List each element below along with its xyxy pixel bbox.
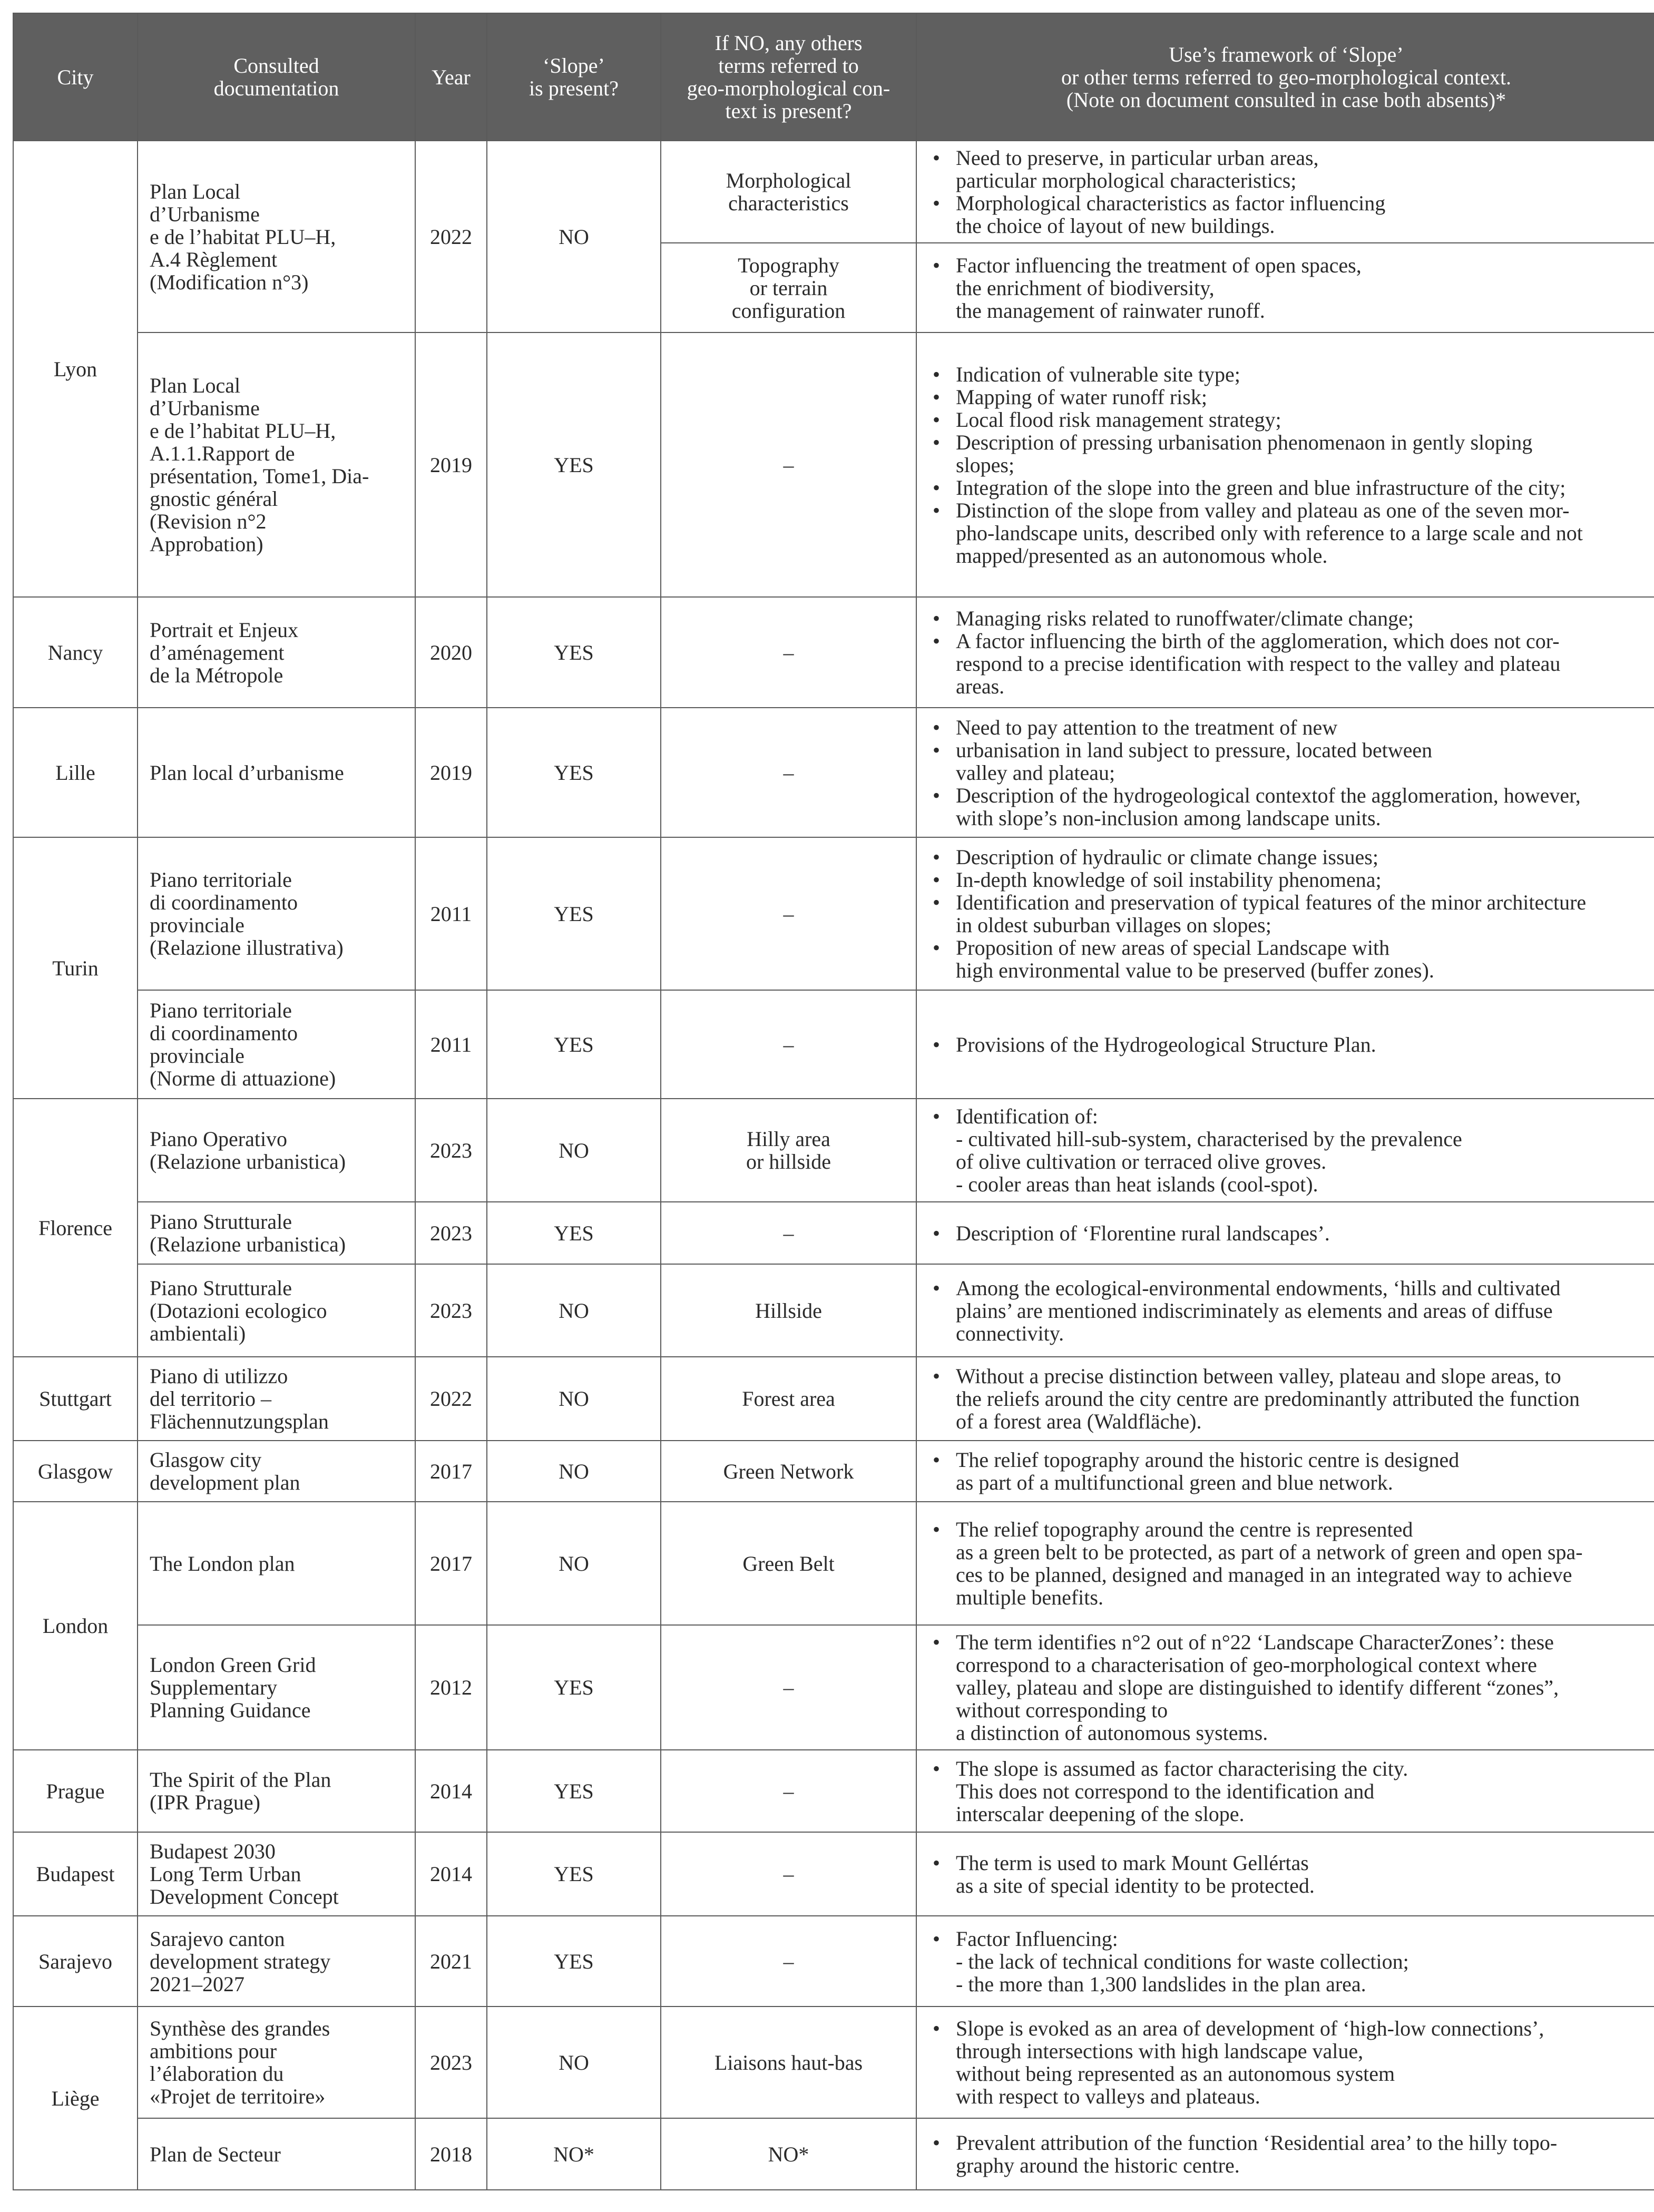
- other-terms-cell: –: [661, 1625, 916, 1750]
- use-framework-cell: [916, 990, 1654, 1099]
- table-row: [13, 141, 1654, 243]
- use-framework-cell: [916, 1099, 1654, 1202]
- use-bullet-list: [925, 1033, 1645, 1056]
- slope-present-cell: YES: [487, 1625, 661, 1750]
- header-city: City: [13, 13, 138, 141]
- documentation-cell: Plan local d’urbanisme: [138, 708, 415, 837]
- table-row: [13, 1832, 1654, 1916]
- table-row: [13, 1357, 1654, 1441]
- documentation-cell: Piano territoriale di coordinamento provinciale (Norme di attuazione): [138, 990, 415, 1099]
- year-cell: 2018: [415, 2118, 487, 2190]
- city-cell: Sarajevo: [13, 1916, 138, 2007]
- city-cell: Lille: [13, 708, 138, 837]
- other-terms-cell: NO*: [661, 2118, 916, 2190]
- table-row: [13, 1502, 1654, 1625]
- slope-present-cell: NO: [487, 1502, 661, 1625]
- use-bullet-item: • Integration of the slope into the green and blue infrastructure of the city;: [925, 476, 1645, 499]
- slope-present-cell: YES: [487, 837, 661, 990]
- use-bullet-list: [925, 1631, 1645, 1744]
- year-cell: 2012: [415, 1625, 487, 1750]
- slope-present-cell: NO: [487, 1357, 661, 1441]
- use-bullet-list: [925, 1105, 1645, 1196]
- table-row: [13, 990, 1654, 1099]
- use-bullet-item: • Need to preserve, in particular urban areas, particular morphological characteristics;: [925, 146, 1645, 192]
- documentation-cell: Piano Strutturale (Relazione urbanistica): [138, 1202, 415, 1264]
- use-framework-cell: [916, 2118, 1654, 2190]
- other-terms-cell: Topography or terrain configuration: [661, 243, 916, 332]
- use-framework-cell: [916, 141, 1654, 243]
- use-framework-cell: [916, 1916, 1654, 2007]
- use-bullet-item: • Proposition of new areas of special Landscape with high environmental value to be preserved (buffer zones).: [925, 936, 1645, 982]
- other-terms-cell: –: [661, 1916, 916, 2007]
- use-bullet-item: • Need to pay attention to the treatment of new: [925, 716, 1645, 739]
- documentation-cell: Piano Strutturale (Dotazioni ecologico ambientali): [138, 1264, 415, 1357]
- header-year: Year: [415, 13, 487, 141]
- other-terms-cell: –: [661, 708, 916, 837]
- city-cell: Lyon: [13, 141, 138, 597]
- table-row: [13, 1202, 1654, 1264]
- slope-present-cell: NO: [487, 1441, 661, 1502]
- use-bullet-item: • The relief topography around the historic centre is designed as part of a multifunctional green and blue network.: [925, 1448, 1645, 1494]
- header-documentation: Consulted documentation: [138, 13, 415, 141]
- slope-present-cell: YES: [487, 1750, 661, 1832]
- year-cell: 2011: [415, 837, 487, 990]
- use-bullet-item: • Factor influencing the treatment of open spaces, the enrichment of biodiversity, the management of rainwater runoff.: [925, 254, 1645, 322]
- slope-present-cell: YES: [487, 708, 661, 837]
- table-row: [13, 837, 1654, 990]
- use-bullet-item: • Morphological characteristics as factor influencing the choice of layout of new buildings.: [925, 192, 1645, 237]
- slope-present-cell: NO: [487, 1264, 661, 1357]
- use-bullet-item: • The slope is assumed as factor characterising the city. This does not correspond to the identification and interscalar deepening of the slope.: [925, 1757, 1645, 1825]
- header-other-terms: If NO, any others terms referred to geo-morphological con- text is present?: [661, 13, 916, 141]
- use-framework-cell: [916, 1750, 1654, 1832]
- documentation-cell: The Spirit of the Plan (IPR Prague): [138, 1750, 415, 1832]
- other-terms-cell: –: [661, 1202, 916, 1264]
- use-bullet-list: [925, 1852, 1645, 1897]
- slope-present-cell: NO: [487, 141, 661, 332]
- use-bullet-item: • urbanisation in land subject to pressure, located between valley and plateau;: [925, 739, 1645, 784]
- header-slope-present: ‘Slope’ is present?: [487, 13, 661, 141]
- other-terms-cell: –: [661, 837, 916, 990]
- other-terms-cell: Green Network: [661, 1441, 916, 1502]
- year-cell: 2023: [415, 1264, 487, 1357]
- use-bullet-list: [925, 1927, 1645, 1995]
- year-cell: 2022: [415, 141, 487, 332]
- documentation-cell: London Green Grid Supplementary Planning Guidance: [138, 1625, 415, 1750]
- use-framework-cell: [916, 708, 1654, 837]
- use-bullet-list: [925, 2017, 1645, 2108]
- year-cell: 2019: [415, 332, 487, 597]
- table-row: [13, 2118, 1654, 2190]
- use-bullet-item: • A factor influencing the birth of the agglomeration, which does not cor- respond to a precise identification with respect to the valley and plateau areas.: [925, 630, 1645, 698]
- use-bullet-list: [925, 607, 1645, 698]
- use-bullet-item: • The term identifies n°2 out of n°22 ‘Landscape CharacterZones’: these correspond to a characterisation of geo-morphological context where valley, plateau and slope are distinguished to identify different “zones”, without corresponding to a distinction of autonomous systems.: [925, 1631, 1645, 1744]
- city-cell: Florence: [13, 1099, 138, 1357]
- city-cell: Stuttgart: [13, 1357, 138, 1441]
- other-terms-cell: –: [661, 332, 916, 597]
- documentation-cell: Plan de Secteur: [138, 2118, 415, 2190]
- use-bullet-item: • Indication of vulnerable site type;: [925, 363, 1645, 386]
- use-bullet-item: • Factor Influencing: - the lack of technical conditions for waste collection; - the more than 1,300 landslides in the plan area.: [925, 1927, 1645, 1995]
- documentation-cell: Piano di utilizzo del territorio – Flächennutzungsplan: [138, 1357, 415, 1441]
- use-bullet-item: • Without a precise distinction between valley, plateau and slope areas, to the reliefs around the city centre are predominantly attributed the function of a forest area (Waldfläche).: [925, 1365, 1645, 1433]
- use-bullet-list: [925, 1518, 1645, 1609]
- use-framework-cell: [916, 597, 1654, 708]
- year-cell: 2011: [415, 990, 487, 1099]
- documentation-cell: Portrait et Enjeux d’aménagement de la Métropole: [138, 597, 415, 708]
- documentation-cell: Piano territoriale di coordinamento provinciale (Relazione illustrativa): [138, 837, 415, 990]
- slope-documents-table: [13, 13, 1654, 2190]
- use-bullet-item: • In-depth knowledge of soil instability phenomena;: [925, 868, 1645, 891]
- table-row: [13, 597, 1654, 708]
- table-row: [13, 1264, 1654, 1357]
- year-cell: 2014: [415, 1750, 487, 1832]
- year-cell: 2021: [415, 1916, 487, 2007]
- table-row: [13, 2007, 1654, 2118]
- documentation-cell: Budapest 2030 Long Term Urban Development Concept: [138, 1832, 415, 1916]
- other-terms-cell: Forest area: [661, 1357, 916, 1441]
- table-row: [13, 1441, 1654, 1502]
- year-cell: 2017: [415, 1441, 487, 1502]
- use-framework-cell: [916, 837, 1654, 990]
- use-bullet-list: [925, 1277, 1645, 1345]
- use-framework-cell: [916, 1502, 1654, 1625]
- use-bullet-item: • Managing risks related to runoffwater/climate change;: [925, 607, 1645, 630]
- year-cell: 2017: [415, 1502, 487, 1625]
- table-row: [13, 1750, 1654, 1832]
- table-row: [13, 1099, 1654, 1202]
- use-bullet-list: [925, 146, 1645, 237]
- documentation-cell: Sarajevo canton development strategy 2021–2027: [138, 1916, 415, 2007]
- table-row: [13, 1916, 1654, 2007]
- slope-present-cell: YES: [487, 597, 661, 708]
- other-terms-cell: Hillside: [661, 1264, 916, 1357]
- use-bullet-item: • Among the ecological-environmental endowments, ‘hills and cultivated plains’ are mentioned indiscriminately as elements and areas of diffuse connectivity.: [925, 1277, 1645, 1345]
- city-cell: Glasgow: [13, 1441, 138, 1502]
- slope-present-cell: YES: [487, 990, 661, 1099]
- slope-present-cell: YES: [487, 1832, 661, 1916]
- use-bullet-item: • Distinction of the slope from valley and plateau as one of the seven mor- pho-landscape units, described only with reference to a large scale and not mapped/presented as an autonomous whole.: [925, 499, 1645, 567]
- other-terms-cell: Hilly area or hillside: [661, 1099, 916, 1202]
- city-cell: Liège: [13, 2007, 138, 2190]
- documentation-cell: Plan Local d’Urbanisme e de l’habitat PLU–H, A.4 Règlement (Modification n°3): [138, 141, 415, 332]
- other-terms-cell: –: [661, 1750, 916, 1832]
- documentation-cell: Piano Operativo (Relazione urbanistica): [138, 1099, 415, 1202]
- slope-present-cell: YES: [487, 1202, 661, 1264]
- use-bullet-list: [925, 1222, 1645, 1245]
- use-framework-cell: [916, 1264, 1654, 1357]
- use-framework-cell: [916, 1357, 1654, 1441]
- use-bullet-list: [925, 363, 1645, 567]
- other-terms-cell: –: [661, 1832, 916, 1916]
- city-cell: Nancy: [13, 597, 138, 708]
- use-bullet-item: • Mapping of water runoff risk;: [925, 386, 1645, 408]
- table-row: [13, 708, 1654, 837]
- city-cell: Prague: [13, 1750, 138, 1832]
- use-bullet-list: [925, 1365, 1645, 1433]
- table-row: [13, 332, 1654, 597]
- slope-present-cell: YES: [487, 1916, 661, 2007]
- other-terms-cell: –: [661, 990, 916, 1099]
- year-cell: 2014: [415, 1832, 487, 1916]
- use-bullet-item: • Prevalent attribution of the function ‘Residential area’ to the hilly topo- graphy around the historic centre.: [925, 2131, 1645, 2177]
- other-terms-cell: Morphological characteristics: [661, 141, 916, 243]
- use-bullet-list: [925, 254, 1645, 322]
- slope-present-cell: NO: [487, 2007, 661, 2118]
- documentation-cell: Synthèse des grandes ambitions pour l’élaboration du «Projet de territoire»: [138, 2007, 415, 2118]
- use-bullet-item: • Description of ‘Florentine rural landscapes’.: [925, 1222, 1645, 1245]
- use-framework-cell: [916, 1832, 1654, 1916]
- other-terms-cell: –: [661, 597, 916, 708]
- year-cell: 2023: [415, 1202, 487, 1264]
- use-bullet-item: • Identification of: - cultivated hill-sub-system, characterised by the prevalence of olive cultivation or terraced olive groves. - cooler areas than heat islands (cool-spot).: [925, 1105, 1645, 1196]
- use-framework-cell: [916, 1441, 1654, 1502]
- use-framework-cell: [916, 1202, 1654, 1264]
- other-terms-cell: Green Belt: [661, 1502, 916, 1625]
- year-cell: 2022: [415, 1357, 487, 1441]
- use-bullet-item: • Identification and preservation of typical features of the minor architecture in oldest suburban villages on slopes;: [925, 891, 1645, 936]
- table-row: [13, 1625, 1654, 1750]
- use-bullet-item: • The term is used to mark Mount Gellértas as a site of special identity to be protected.: [925, 1852, 1645, 1897]
- use-framework-cell: [916, 332, 1654, 597]
- other-terms-cell: Liaisons haut-bas: [661, 2007, 916, 2118]
- documentation-cell: Plan Local d’Urbanisme e de l’habitat PLU–H, A.1.1.Rapport de présentation, Tome1, Dia- gnostic général (Revision n°2 Approbation): [138, 332, 415, 597]
- use-bullet-item: • Description of pressing urbanisation phenomenaon in gently sloping slopes;: [925, 431, 1645, 476]
- table-body: [13, 141, 1654, 2190]
- use-bullet-item: • Provisions of the Hydrogeological Structure Plan.: [925, 1033, 1645, 1056]
- year-cell: 2020: [415, 597, 487, 708]
- use-bullet-list: [925, 716, 1645, 829]
- use-framework-cell: [916, 2007, 1654, 2118]
- header-use-framework: Use’s framework of ‘Slope’ or other terms referred to geo-morphological context. (Note on document consulted in case both absents)*: [916, 13, 1654, 141]
- use-bullet-item: • Description of hydraulic or climate change issues;: [925, 846, 1645, 868]
- use-bullet-item: • Local flood risk management strategy;: [925, 408, 1645, 431]
- use-bullet-list: [925, 1757, 1645, 1825]
- use-bullet-item: • Slope is evoked as an area of development of ‘high-low connections’, through intersections with high landscape value, without being represented as an autonomous system with respect to valleys and plateaus.: [925, 2017, 1645, 2108]
- use-bullet-list: [925, 2131, 1645, 2177]
- use-bullet-list: [925, 1448, 1645, 1494]
- slope-present-cell: NO*: [487, 2118, 661, 2190]
- city-cell: Budapest: [13, 1832, 138, 1916]
- table-header: [13, 13, 1654, 141]
- city-cell: London: [13, 1502, 138, 1750]
- slope-present-cell: NO: [487, 1099, 661, 1202]
- use-bullet-item: • Description of the hydrogeological contextof the agglomeration, however, with slope’s non-inclusion among landscape units.: [925, 784, 1645, 829]
- year-cell: 2023: [415, 1099, 487, 1202]
- comparison-table-container: [13, 13, 1654, 2190]
- use-bullet-item: • The relief topography around the centre is represented as a green belt to be protected, as part of a network of green and open spa- ces to be planned, designed and managed in an integrated way to achieve multiple benefits.: [925, 1518, 1645, 1609]
- documentation-cell: Glasgow city development plan: [138, 1441, 415, 1502]
- use-framework-cell: [916, 243, 1654, 332]
- year-cell: 2019: [415, 708, 487, 837]
- use-bullet-list: [925, 846, 1645, 982]
- use-framework-cell: [916, 1625, 1654, 1750]
- documentation-cell: The London plan: [138, 1502, 415, 1625]
- slope-present-cell: YES: [487, 332, 661, 597]
- city-cell: Turin: [13, 837, 138, 1099]
- year-cell: 2023: [415, 2007, 487, 2118]
